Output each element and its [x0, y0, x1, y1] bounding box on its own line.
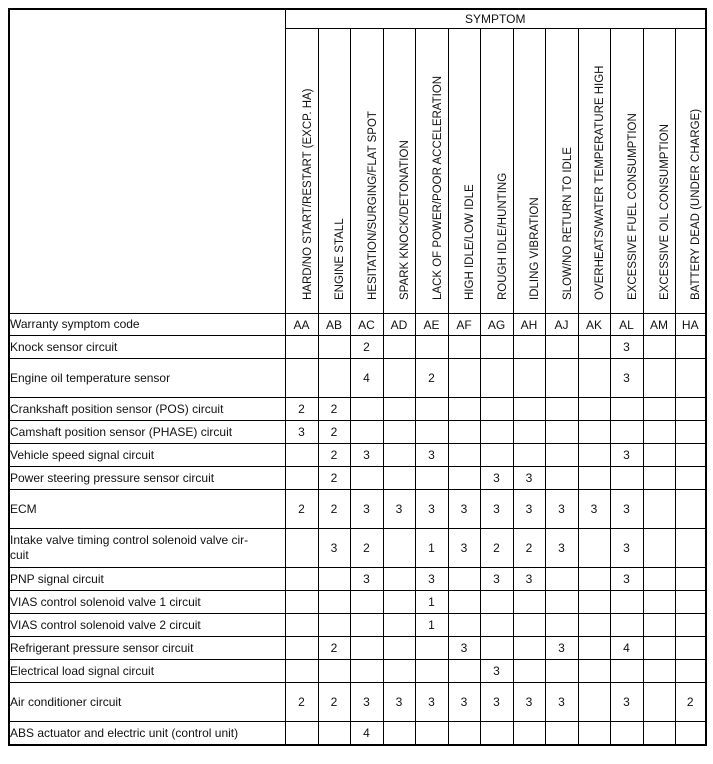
priority-cell — [285, 467, 318, 490]
priority-cell: 3 — [610, 529, 643, 568]
priority-cell — [350, 637, 383, 660]
priority-cell — [383, 591, 415, 614]
priority-cell: 3 — [513, 490, 545, 529]
priority-cell — [513, 614, 545, 637]
priority-cell — [513, 722, 545, 746]
priority-cell — [383, 467, 415, 490]
priority-cell: 3 — [610, 444, 643, 467]
priority-cell — [285, 529, 318, 568]
priority-cell — [350, 591, 383, 614]
symptom-header-label: LACK OF POWER/POOR ACCELERATION — [431, 75, 444, 300]
component-label: Power steering pressure sensor circuit — [9, 467, 285, 490]
symptom-header-ag — [480, 29, 513, 314]
priority-cell — [448, 660, 480, 683]
priority-cell — [513, 637, 545, 660]
priority-cell: 2 — [318, 637, 350, 660]
priority-cell — [415, 421, 448, 444]
symptom-header-label: EXCESSIVE FUEL CONSUMPTION — [626, 113, 639, 300]
priority-cell — [545, 444, 578, 467]
priority-cell — [643, 683, 675, 722]
priority-cell — [578, 421, 610, 444]
component-label: ECM — [9, 490, 285, 529]
priority-cell: 3 — [480, 683, 513, 722]
priority-cell: 2 — [318, 490, 350, 529]
priority-cell — [448, 421, 480, 444]
priority-cell: 3 — [285, 421, 318, 444]
priority-cell — [578, 398, 610, 421]
priority-cell — [675, 336, 706, 359]
priority-cell — [350, 421, 383, 444]
warranty-code-cell: AJ — [545, 314, 578, 336]
priority-cell — [643, 529, 675, 568]
priority-cell — [578, 591, 610, 614]
priority-cell — [643, 637, 675, 660]
table-row — [9, 398, 706, 421]
priority-cell — [448, 467, 480, 490]
priority-cell — [318, 336, 350, 359]
priority-cell — [513, 660, 545, 683]
priority-cell — [578, 529, 610, 568]
priority-cell — [675, 637, 706, 660]
priority-cell — [285, 637, 318, 660]
priority-cell: 4 — [350, 722, 383, 746]
priority-cell — [448, 722, 480, 746]
warranty-code-cell: AC — [350, 314, 383, 336]
priority-cell: 3 — [610, 568, 643, 591]
priority-cell — [545, 421, 578, 444]
priority-cell — [675, 660, 706, 683]
priority-cell — [285, 359, 318, 398]
priority-cell — [513, 359, 545, 398]
priority-cell — [318, 722, 350, 746]
priority-cell: 2 — [350, 529, 383, 568]
priority-cell — [675, 421, 706, 444]
priority-cell: 3 — [513, 683, 545, 722]
priority-cell: 2 — [318, 398, 350, 421]
priority-cell — [545, 614, 578, 637]
priority-cell — [415, 637, 448, 660]
priority-cell — [675, 359, 706, 398]
warranty-label: Warranty symptom code — [9, 314, 285, 336]
priority-cell — [610, 421, 643, 444]
table-row — [9, 660, 706, 683]
priority-cell — [643, 614, 675, 637]
symptom-header-ad — [383, 29, 415, 314]
priority-cell: 3 — [415, 683, 448, 722]
priority-cell — [643, 660, 675, 683]
priority-cell: 3 — [480, 467, 513, 490]
priority-cell — [675, 591, 706, 614]
priority-cell: 2 — [318, 467, 350, 490]
priority-cell: 3 — [350, 490, 383, 529]
priority-cell — [675, 614, 706, 637]
warranty-code-cell: AL — [610, 314, 643, 336]
symptom-header-label: IDLING VIBRATION — [529, 197, 541, 300]
priority-cell: 3 — [480, 660, 513, 683]
table-row — [9, 614, 706, 637]
priority-cell — [285, 614, 318, 637]
symptom-header-ah — [513, 29, 545, 314]
component-label: Air conditioner circuit — [9, 683, 285, 722]
priority-cell — [578, 722, 610, 746]
priority-cell — [383, 637, 415, 660]
component-label: ABS actuator and electric unit (control unit) — [9, 722, 285, 746]
priority-cell: 3 — [610, 359, 643, 398]
component-label: Intake valve timing control solenoid valve cir- cuit — [9, 529, 285, 568]
table-row — [9, 444, 706, 467]
priority-cell — [675, 398, 706, 421]
symptom-header-label: SPARK KNOCK/DETONATION — [399, 140, 411, 300]
component-label: Electrical load signal circuit — [9, 660, 285, 683]
component-label: Refrigerant pressure sensor circuit — [9, 637, 285, 660]
priority-cell — [318, 614, 350, 637]
priority-cell — [285, 336, 318, 359]
priority-cell — [675, 490, 706, 529]
priority-cell — [480, 637, 513, 660]
priority-cell: 4 — [350, 359, 383, 398]
priority-cell — [383, 398, 415, 421]
priority-cell: 3 — [480, 490, 513, 529]
priority-cell: 3 — [448, 637, 480, 660]
priority-cell — [545, 336, 578, 359]
priority-cell: 1 — [415, 614, 448, 637]
priority-cell — [513, 398, 545, 421]
priority-cell: 3 — [610, 490, 643, 529]
priority-cell — [383, 359, 415, 398]
priority-cell — [545, 660, 578, 683]
priority-cell: 3 — [513, 467, 545, 490]
priority-cell — [643, 421, 675, 444]
priority-cell: 3 — [480, 568, 513, 591]
priority-cell: 3 — [448, 490, 480, 529]
priority-cell: 3 — [383, 683, 415, 722]
priority-cell — [480, 614, 513, 637]
symptom-header-label: SLOW/NO RETURN TO IDLE — [561, 147, 574, 300]
priority-cell — [448, 568, 480, 591]
priority-cell — [610, 467, 643, 490]
priority-cell: 3 — [610, 683, 643, 722]
priority-cell — [643, 359, 675, 398]
symptom-title: SYMPTOM — [285, 9, 706, 29]
priority-cell — [383, 444, 415, 467]
priority-cell: 2 — [480, 529, 513, 568]
table-row — [9, 529, 706, 568]
symptom-header-af — [448, 29, 480, 314]
priority-cell — [610, 591, 643, 614]
priority-cell — [285, 660, 318, 683]
priority-cell — [578, 336, 610, 359]
priority-cell: 1 — [415, 529, 448, 568]
warranty-code-cell: AK — [578, 314, 610, 336]
priority-cell — [448, 444, 480, 467]
priority-cell — [448, 359, 480, 398]
component-label: Knock sensor circuit — [9, 336, 285, 359]
priority-cell — [480, 421, 513, 444]
warranty-code-cell: AA — [285, 314, 318, 336]
priority-cell — [480, 591, 513, 614]
warranty-code-cell: AG — [480, 314, 513, 336]
priority-cell: 3 — [448, 529, 480, 568]
priority-cell — [383, 660, 415, 683]
table-row — [9, 336, 706, 359]
priority-cell: 4 — [610, 637, 643, 660]
warranty-code-cell: HA — [675, 314, 706, 336]
priority-cell — [318, 591, 350, 614]
table-row — [9, 722, 706, 746]
priority-cell: 2 — [285, 490, 318, 529]
table-row — [9, 683, 706, 722]
priority-cell — [578, 359, 610, 398]
priority-cell — [610, 660, 643, 683]
symptom-header-ac — [350, 29, 383, 314]
priority-cell — [513, 336, 545, 359]
priority-cell: 2 — [415, 359, 448, 398]
priority-cell — [480, 444, 513, 467]
priority-cell — [643, 398, 675, 421]
table-row — [9, 637, 706, 660]
priority-cell — [513, 444, 545, 467]
priority-cell — [610, 398, 643, 421]
priority-cell — [643, 490, 675, 529]
priority-cell — [578, 568, 610, 591]
priority-cell: 2 — [285, 683, 318, 722]
priority-cell — [318, 568, 350, 591]
component-label: PNP signal circuit — [9, 568, 285, 591]
priority-cell — [513, 591, 545, 614]
priority-cell: 3 — [513, 568, 545, 591]
priority-cell: 3 — [350, 568, 383, 591]
priority-cell — [480, 336, 513, 359]
priority-cell: 3 — [350, 683, 383, 722]
priority-cell — [545, 398, 578, 421]
priority-cell: 3 — [415, 490, 448, 529]
priority-cell — [545, 467, 578, 490]
priority-cell — [545, 591, 578, 614]
priority-cell — [350, 614, 383, 637]
symptom-header-label: BATTERY DEAD (UNDER CHARGE) — [690, 108, 703, 300]
symptom-header-ha — [675, 29, 706, 314]
symptom-header-aj — [545, 29, 578, 314]
corner-cell — [9, 9, 285, 314]
priority-cell — [448, 591, 480, 614]
priority-cell — [415, 398, 448, 421]
table-row — [9, 591, 706, 614]
priority-cell: 3 — [383, 490, 415, 529]
symptom-header-ae — [415, 29, 448, 314]
priority-cell: 3 — [545, 529, 578, 568]
warranty-code-cell: AD — [383, 314, 415, 336]
priority-cell — [643, 568, 675, 591]
priority-cell — [383, 568, 415, 591]
symptom-header-label: OVERHEATS/WATER TEMPERATURE HIGH — [594, 65, 606, 300]
priority-cell: 3 — [415, 444, 448, 467]
priority-cell — [383, 722, 415, 746]
priority-cell — [350, 398, 383, 421]
priority-cell — [643, 591, 675, 614]
warranty-code-cell: AF — [448, 314, 480, 336]
priority-cell — [610, 722, 643, 746]
priority-cell — [383, 336, 415, 359]
priority-cell — [643, 444, 675, 467]
symptom-header-label: HARD/NO START/RESTART (EXCP. HA) — [301, 88, 314, 300]
priority-cell: 3 — [545, 490, 578, 529]
priority-cell — [318, 660, 350, 683]
priority-cell — [480, 722, 513, 746]
priority-cell — [578, 637, 610, 660]
priority-cell — [545, 568, 578, 591]
warranty-code-row — [9, 314, 706, 336]
priority-cell: 3 — [578, 490, 610, 529]
priority-cell — [578, 660, 610, 683]
priority-cell: 3 — [350, 444, 383, 467]
table-row — [9, 568, 706, 591]
priority-cell: 3 — [448, 683, 480, 722]
priority-cell: 2 — [318, 444, 350, 467]
priority-cell — [383, 421, 415, 444]
priority-cell — [285, 722, 318, 746]
priority-cell — [545, 722, 578, 746]
priority-cell — [675, 722, 706, 746]
symptom-header-label: ENGINE STALL — [334, 218, 346, 300]
priority-cell — [448, 336, 480, 359]
table-row — [9, 421, 706, 444]
priority-cell: 3 — [545, 683, 578, 722]
priority-cell — [545, 359, 578, 398]
table-row — [9, 467, 706, 490]
component-label: Engine oil temperature sensor — [9, 359, 285, 398]
priority-cell: 2 — [513, 529, 545, 568]
priority-cell: 2 — [318, 421, 350, 444]
table-row — [9, 490, 706, 529]
priority-cell: 3 — [318, 529, 350, 568]
priority-cell — [448, 614, 480, 637]
component-label: Camshaft position sensor (PHASE) circuit — [9, 421, 285, 444]
priority-cell — [643, 722, 675, 746]
priority-cell: 2 — [675, 683, 706, 722]
priority-cell — [675, 529, 706, 568]
priority-cell — [675, 568, 706, 591]
priority-cell — [285, 591, 318, 614]
warranty-code-cell: AE — [415, 314, 448, 336]
table-body — [9, 314, 706, 746]
priority-cell — [415, 660, 448, 683]
priority-cell — [578, 444, 610, 467]
priority-cell: 2 — [318, 683, 350, 722]
priority-cell: 1 — [415, 591, 448, 614]
symptom-header-ab — [318, 29, 350, 314]
priority-cell — [610, 614, 643, 637]
symptom-header-al — [610, 29, 643, 314]
priority-cell — [285, 444, 318, 467]
priority-cell — [350, 467, 383, 490]
priority-cell — [578, 683, 610, 722]
priority-cell — [318, 359, 350, 398]
priority-cell: 3 — [415, 568, 448, 591]
priority-cell: 3 — [545, 637, 578, 660]
priority-cell — [350, 660, 383, 683]
priority-cell — [480, 398, 513, 421]
symptom-header-label: ROUGH IDLE/HUNTING — [496, 172, 509, 300]
priority-cell — [448, 398, 480, 421]
warranty-code-cell: AH — [513, 314, 545, 336]
priority-cell — [285, 568, 318, 591]
warranty-code-cell: AM — [643, 314, 675, 336]
priority-cell — [643, 336, 675, 359]
component-label: VIAS control solenoid valve 2 circuit — [9, 614, 285, 637]
priority-cell: 2 — [350, 336, 383, 359]
symptom-header-am — [643, 29, 675, 314]
priority-cell — [415, 722, 448, 746]
symptom-diagnosis-table — [8, 8, 707, 746]
priority-cell — [415, 336, 448, 359]
symptom-header-ak — [578, 29, 610, 314]
priority-cell: 3 — [610, 336, 643, 359]
priority-cell — [643, 467, 675, 490]
priority-cell — [480, 359, 513, 398]
component-label: VIAS control solenoid valve 1 circuit — [9, 591, 285, 614]
priority-cell — [415, 467, 448, 490]
priority-cell — [675, 467, 706, 490]
priority-cell — [383, 529, 415, 568]
priority-cell — [675, 444, 706, 467]
priority-cell — [383, 614, 415, 637]
priority-cell — [513, 421, 545, 444]
priority-cell — [578, 614, 610, 637]
warranty-code-cell: AB — [318, 314, 350, 336]
priority-cell — [578, 467, 610, 490]
symptom-header-label: HIGH IDLE/LOW IDLE — [464, 184, 476, 300]
component-label: Vehicle speed signal circuit — [9, 444, 285, 467]
symptom-header-label: EXCESSIVE OIL CONSUMPTION — [659, 124, 671, 300]
symptom-header-label: HESITATION/SURGING/FLAT SPOT — [366, 111, 379, 300]
symptom-header-aa — [285, 29, 318, 314]
table-row — [9, 359, 706, 398]
component-label: Crankshaft position sensor (POS) circuit — [9, 398, 285, 421]
priority-cell: 2 — [285, 398, 318, 421]
